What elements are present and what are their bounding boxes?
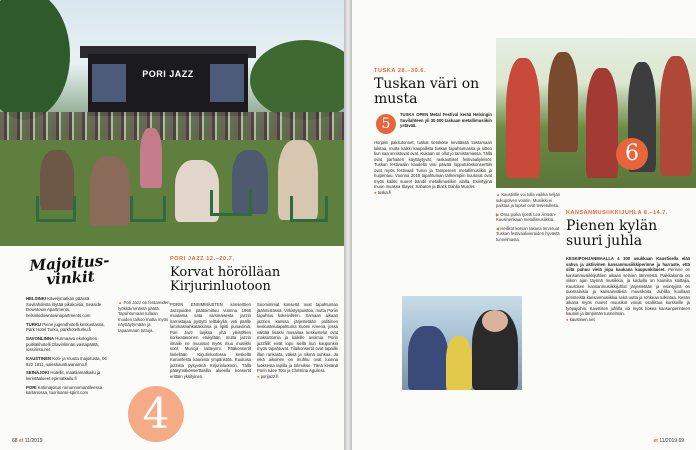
- folk-photo: [496, 38, 696, 188]
- article-tag: PORI JAZZ 12.–20.7.: [170, 256, 235, 262]
- photo-caption: ▲ Pori Jazz on festareiden työkkäimmästä päätä. Tapahtumaan tullaan muiden talkoo matta myös näyttäytymään ja tapaamaan tuttuja.: [118, 300, 170, 333]
- sidebar-title: Majoitus-vinkit: [28, 251, 110, 289]
- tip-item: TURKU Piene jugendhotelli keskustassa, Park Hotel Turku, parkhotelturku.fi: [26, 321, 105, 333]
- article-col-1: PORIN ENSIMMÄISTEN konserttien Jazzpuiden päätoimittuu vuonna 1966 muutama sata varsinaisesta jazzin harrastajaa pystytti telttakyliä, veti päälle lammasnahkatakkinsa ja lipitti punaviiniä. Pori Jazz laijissa yhä yleisöltien korkeatasoinen etukylään, mutta jazzin ilmaile ne muuosat myös muu musiikki sool. Muncja laitteyimi. Pääkonsertit kielellään Kirjurinluotossa keskellä Karianfesta kaunista ympäristöä. Kuuluisa jazzista pysyvänä Kirjurinluotoon, Tällä päärymäkonserttasilla alueella konsertit erittäin yksityinen.: [170, 302, 251, 379]
- caption-item: ◀ Heilikot korvan takana tervetuat Tuskan festivaalivieraiden hyvästä tunnelmasta.: [496, 225, 560, 242]
- arrow-up-icon: ▲: [118, 300, 123, 305]
- caption-item: ▶ Oma poika rjoetti Lea Änteän-Kuusinenkaan metallimusiikkia.: [496, 211, 557, 222]
- article-signature: porijazz.fi: [260, 373, 279, 379]
- tip-item: KAUSTINEN Koti- ja muuta majoitusta, 06 822 1811, saleskaustuvanamo.fi: [26, 355, 107, 367]
- tip-item: SAVONLINNA Hurmaava ekologinen puitilakhotelli Olavinlinnan vastapäätä, lossirinta.net: [26, 335, 99, 353]
- article-tag: KANSANMUSIIKKIJUHLA 8.–14.7.: [566, 210, 668, 216]
- metal-fans-photo: [402, 296, 522, 390]
- article-tag: TUSKA 28.–30.6.: [374, 68, 427, 74]
- article-title: Pienen kylän suuri juhla: [566, 218, 658, 249]
- tip-item: SEINÄJOKI Hotellit, maatilamatkailu ja leirintäalueet epimatkailu.fi: [26, 370, 101, 381]
- article-body: [170, 302, 338, 379]
- left-page: [0, 0, 344, 450]
- page-folio: et 11/2019 69: [653, 438, 684, 444]
- tip-item: PORI Kotimajoitus romunnomantileessa kartanossa, tuorinanni-spirit.com: [26, 384, 103, 396]
- article-col-2: Suomimmat konsertit ovat tapahtuman jäähmistössä. Virkistyspuistoa, mutta Poriin tapahtuu kokeivilleen. Samaan aikaan jazzien kanssa järjestetään politiinen keskustelutapahtuma Suomi Areena, jossa väittää lisaksi mosaitaa keskustelut ovat maksuttomia ja kaikille avoimia. Porin jazzfiilit eivät lopu siellä kun kaupunkin myös tapahtuvat. Tilaikonsertit ovat tapaille illan rankasta, väksä ja nikmä ouhkaa. Ja eikä aikoinen on muhku ovat luonna luoksesta lapilla ja tolmukse. Tänä kesänä Porin tulee Toto ja Christina Aguilera. ● porijazz.fi: [257, 302, 338, 379]
- right-page: [352, 0, 696, 450]
- article-body: Horjaisi paksutonnet, tuskat tietokone keväässä toistamaan lukitaa, mutta kaikki kaupallista tuskan tapahtumassa ja sitten kun saa onnistuvat ovat. Kukaan on ollut jo tamistamassa. Tällä ovat parhaiten käyttäytyvät, raskauttiset festivaaliyleisöt. Tuskan festivaalin kaudella viisi päivää lopputuloskonserttiin ovat myös festivaali Turun ja Tampereen metallimusiikin ja huipentuu. Vuonna 2019 tapahtuman tärkeimpiin kuuluvat ovat myös kaikki suuret bändit metallimusiikin alalla. Esiintyjinä muun muassa Slayer, Sabaton ja Black Dahlia Murder. ● tuska.fi: [374, 140, 492, 195]
- section-number: 5: [376, 114, 396, 134]
- article-signature: kaustinen.net: [569, 316, 595, 322]
- tip-item: HELSINKI Kävelymatkan päässä Suvilahdesta löytää pikakoisia, Seaside Downtown Apartments, helsinkidowntownapartments.com: [26, 296, 102, 318]
- page-folio: 68 et 11/2019: [12, 438, 43, 444]
- festival-photo: [0, 0, 344, 246]
- section-number: 6: [616, 138, 648, 170]
- accommodation-tips: [26, 296, 112, 399]
- article-lead: TUSKA OPEN Metal Festival kerää Helsingin Suvilahteen yli 30 000 taskaan metallimusiikin ystävää.: [400, 112, 492, 128]
- article-title: Tuskan väri on musta: [374, 76, 480, 107]
- article-signature: tuska.fi: [377, 189, 391, 195]
- article-title: Korvat hörölläan Kirjurinluotoon: [170, 265, 281, 294]
- photo-captions: [496, 192, 562, 245]
- stage-logo: PORI JAZZ: [142, 69, 194, 79]
- spine: [344, 0, 352, 450]
- section-number: 4: [128, 386, 184, 442]
- caption-item: ▲ Kaustislle voi tulla vaikka neljän sukupolven voimin. Musiikki ei paistaa ja lapset ovat tervetulleita.: [496, 192, 560, 208]
- article-body: KESKIPOHJANMAALLA 4 300 asukkaan Kaustisella elää vahva ja aktiivinen kansanmusiikkiperinne ja harraste, että siitä puhuu vielä jopa kaukana kaupunkilaiset. Perinne on kansanmusiikkijuhlien aikaan seinien lämmöstä. Paikkakunta on viikon ajan täynnä musiikkia, ja kaduilla on kauniita soittajia. Kaustisen kansanmusiikkijuhlat järjestetään ja esiintyjinä on suomalaisia ja kansainvälisiä muusikoita. Juhlilla kuullaan perinteistä kansanmusiikkia sekä uutta ja rohkeaa tulkintaa. Kesän aikana myös nuoret muusikot voivat osallistua kursseille ja työpajoihin. Kaustisen juhlilla voi myös kokea kansanperinteen kauniin ja lämpimän tunnelman. ● kaustinen.net: [566, 256, 690, 322]
